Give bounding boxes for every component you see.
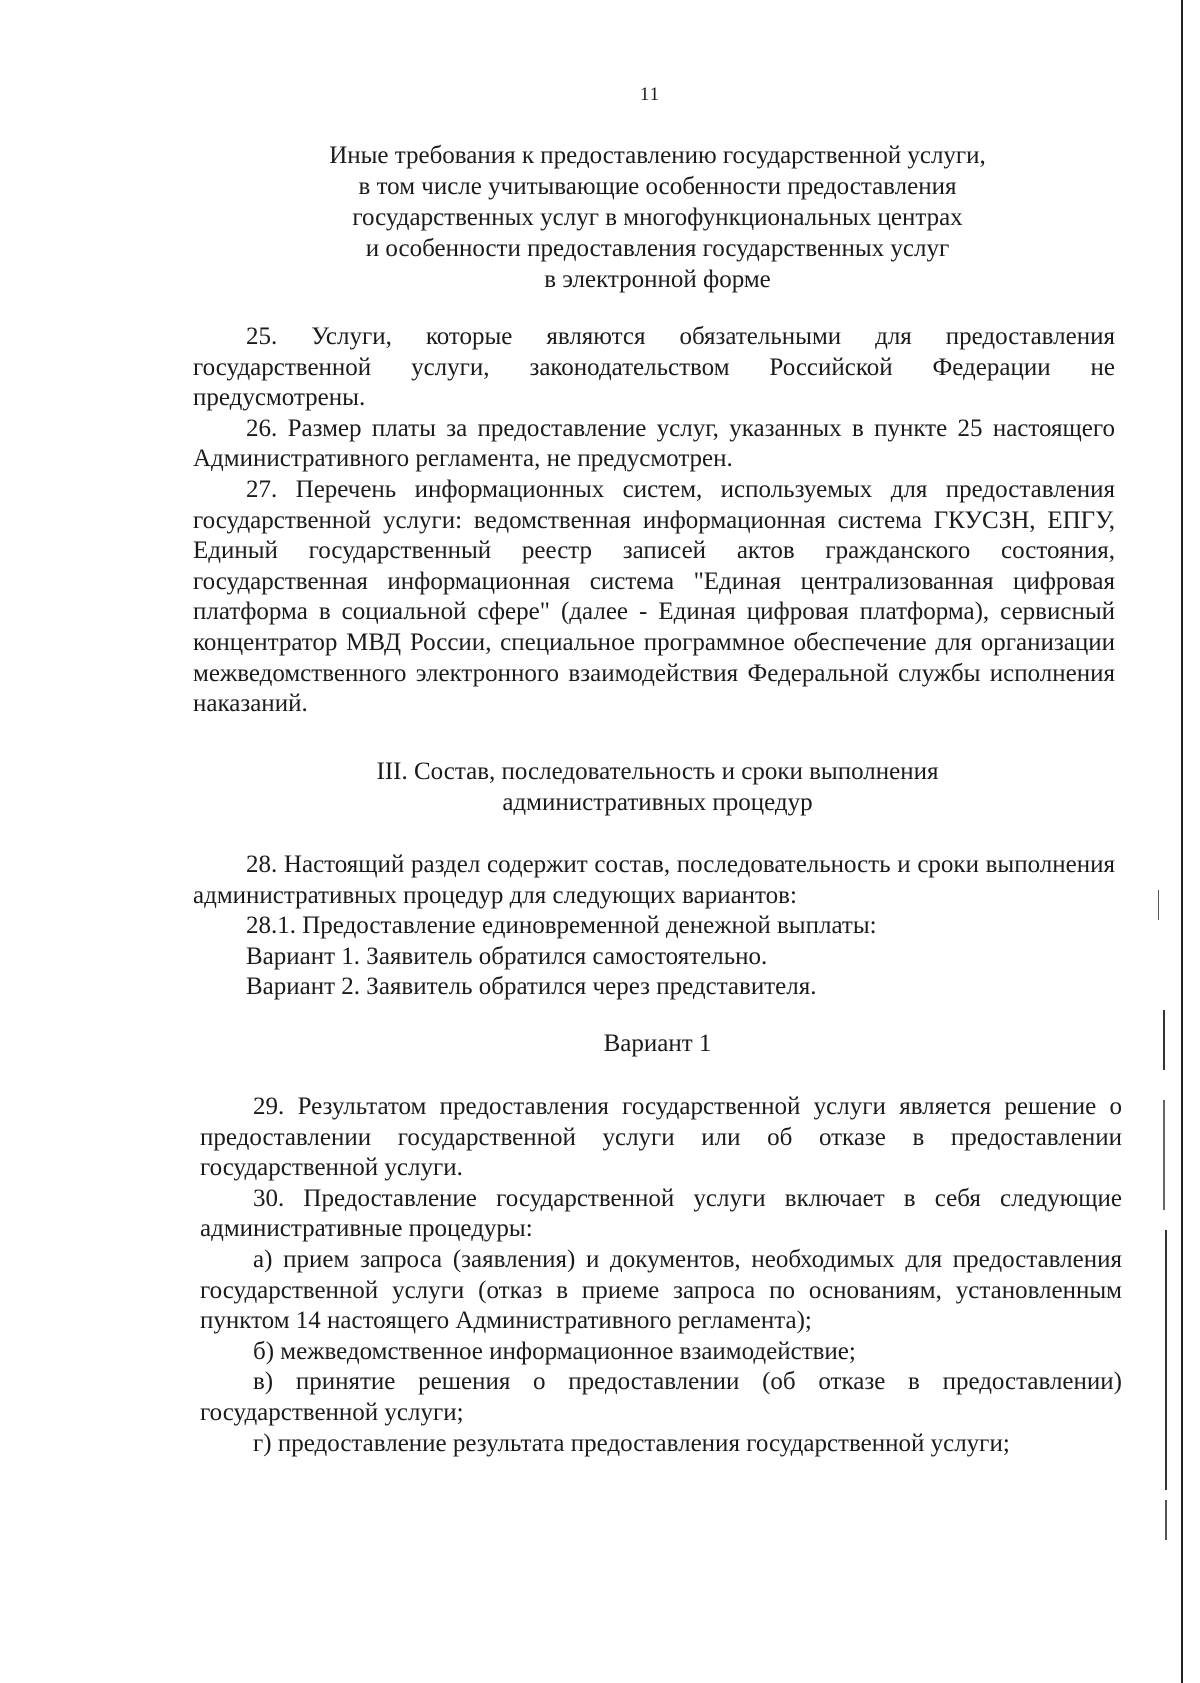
variant-1-line: Вариант 1. Заявитель обратился самостоятельно. xyxy=(246,942,768,970)
variant-2-line: Вариант 2. Заявитель обратился через представителя. xyxy=(246,973,817,1001)
heading-line: Иные требования к предоставлению государственной услуги, xyxy=(329,142,986,169)
section-heading-iii xyxy=(195,756,1120,818)
item-b: б) межведомственное информационное взаимодействие; xyxy=(253,1337,856,1365)
heading-line: III. Состав, последовательность и сроки выполнения xyxy=(376,758,939,785)
scan-edge-dash xyxy=(1165,1230,1167,1490)
page-number: 11 xyxy=(639,84,661,105)
paragraphs-25-27 xyxy=(193,322,1115,720)
heading-line: государственных услуг в многофункциональных центрах xyxy=(352,204,963,231)
paragraph-26: 26. Размер платы за предоставление услуг, указанных в пункте 25 настоящего Административного регламента, не предусмотрен. xyxy=(193,414,1115,473)
scan-edge-dash xyxy=(1163,1010,1165,1070)
scan-edge-dash xyxy=(1158,890,1159,920)
paragraphs-28 xyxy=(193,850,1115,1003)
paragraph-28-1: 28.1. Предоставление единовременной денежной выплаты: xyxy=(246,912,877,940)
paragraph-30: 30. Предоставление государственной услуги включает в себя следующие административные процедуры: xyxy=(200,1184,1122,1243)
item-a: а) прием запроса (заявления) и документов, необходимых для предоставления государственной услуги (отказ в приеме запроса по основаниям, установленным пунктом 14 настоящего Административного регламента); xyxy=(200,1245,1122,1335)
paragraph-28: 28. Настоящий раздел содержит состав, последовательность и сроки выполнения административных процедур для следующих вариантов: xyxy=(193,851,1115,909)
paragraphs-29-30 xyxy=(200,1092,1122,1459)
scan-edge-dash xyxy=(1163,1100,1165,1210)
scan-edge-dash xyxy=(1165,1500,1167,1540)
heading-line: в электронной форме xyxy=(544,266,771,293)
section-heading-other-requirements xyxy=(195,140,1120,295)
heading-line: административных процедур xyxy=(502,789,813,816)
variant-1-heading: Вариант 1 xyxy=(603,1030,712,1057)
paragraph-27: 27. Перечень информационных систем, используемых для предоставления государственной услуги: ведомственная информационная система ГКУСЗН, ЕПГУ, Единый государственный реестр записей актов гражданского состояния, государственная информационная система "Единая централизованная цифровая платформа в социальной сфере" (далее - Единая цифровая платформа), сервисный концентратор МВД России, специальное программное обеспечение для организации межведомственного электронного взаимодействия Федеральной службы исполнения наказаний. xyxy=(193,475,1115,718)
heading-line: и особенности предоставления государственных услуг xyxy=(365,235,950,262)
item-g: г) предоставление результата предоставления государственной услуги; xyxy=(253,1429,1010,1457)
heading-line: в том числе учитывающие особенности предоставления xyxy=(358,173,957,200)
paragraph-29: 29. Результатом предоставления государственной услуги является решение о предоставлении государственной услуги или об отказе в предоставлении государственной услуги. xyxy=(200,1093,1122,1182)
item-v: в) принятие решения о предоставлении (об отказе в предоставлении) государственной услуги; xyxy=(200,1368,1122,1426)
paragraph-25: 25. Услуги, которые являются обязательными для предоставления государственной услуги, законодательством Российской Федерации не предусмотрены. xyxy=(193,323,1115,412)
scan-edge-line xyxy=(1181,0,1183,1683)
